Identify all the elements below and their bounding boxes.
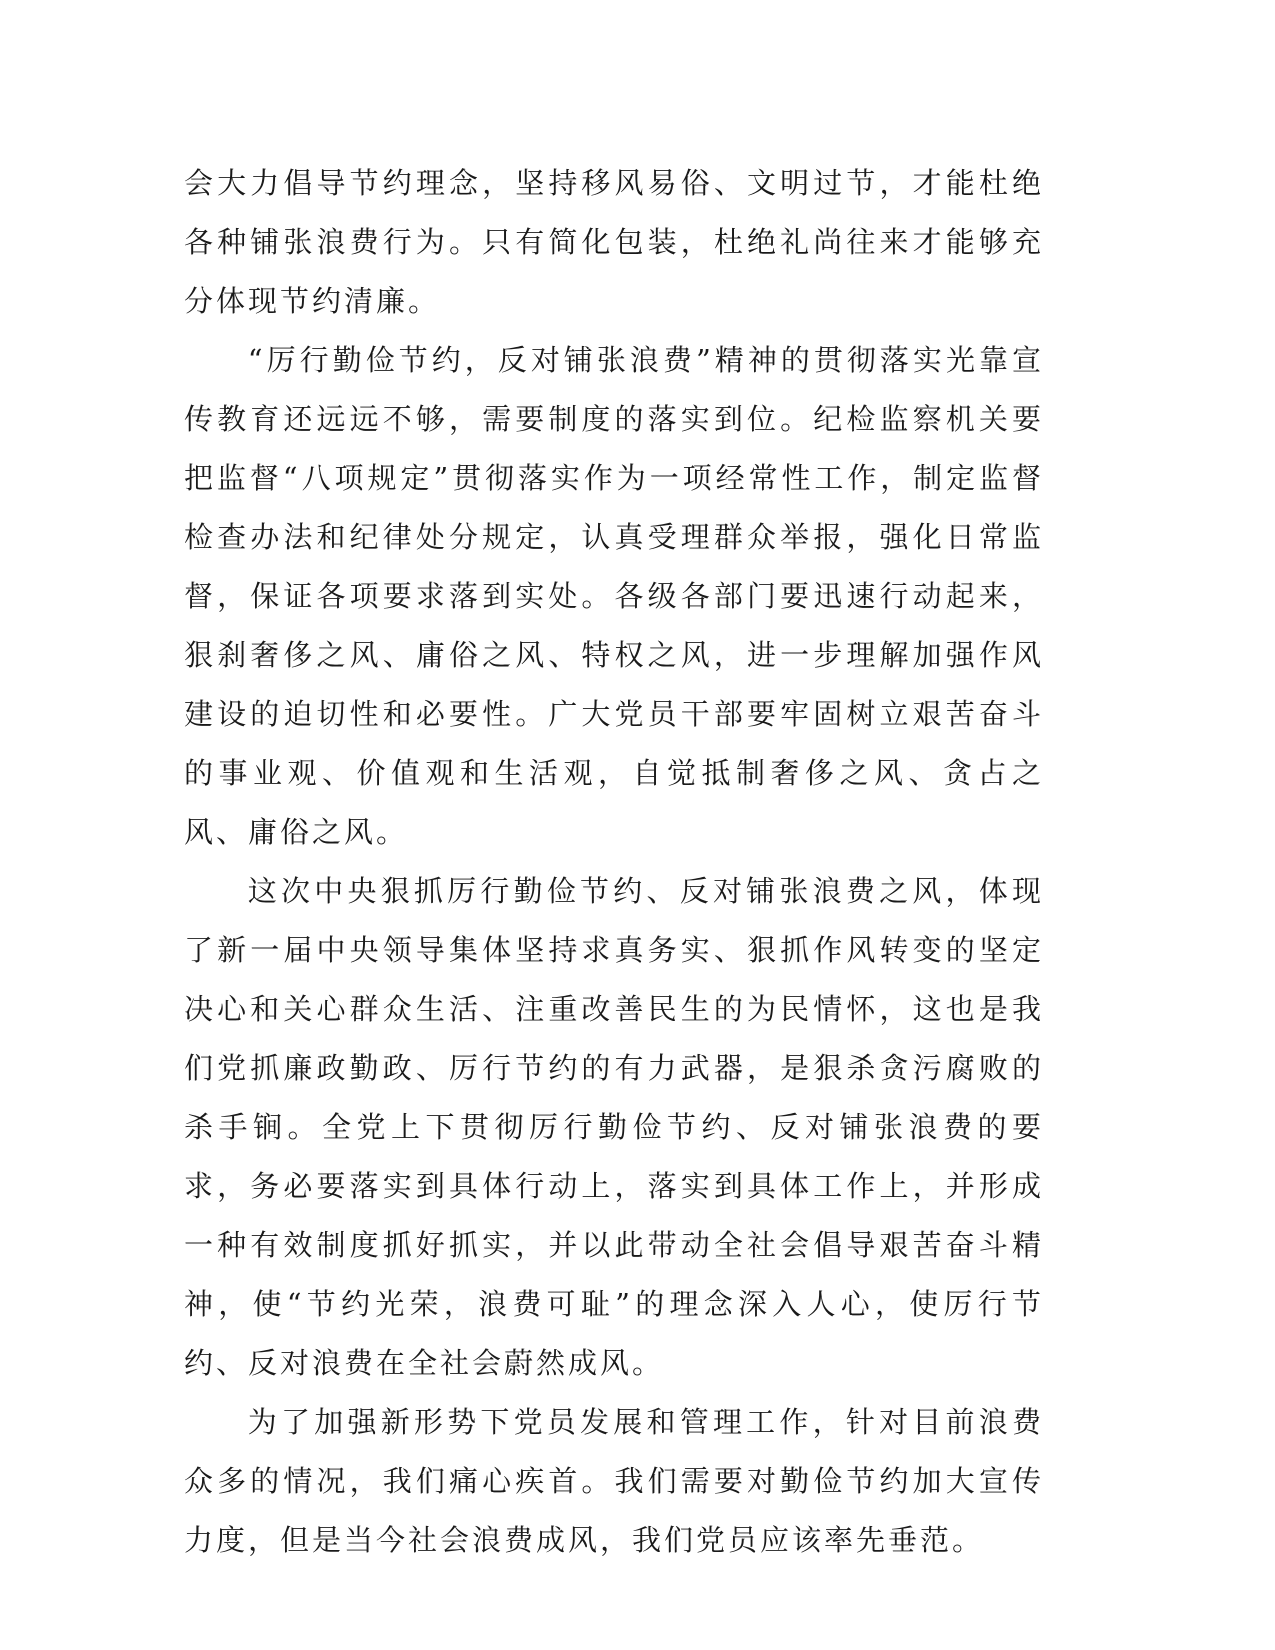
paragraph: 为了加强新形势下党员发展和管理工作，针对目前浪费众多的情况，我们痛心疾首。我们需要对勤俭节约加大宣传力度，但是当今社会浪费成风，我们党员应该率先垂范。	[184, 1405, 1044, 1557]
paragraph: 这次中央狠抓厉行勤俭节约、反对铺张浪费之风，体现了新一届中央领导集体坚持求真务实、狠抓作风转变的坚定决心和关心群众生活、注重改善民生的为民情怀，这也是我们党抓廉政勤政、厉行节约的有力武器，是狠杀贪污腐败的杀手锏。全党上下贯彻厉行勤俭节约、反对铺张浪费的要求，务必要落实到具体行动上，落实到具体工作上，并形成一种有效制度抓好抓实，并以此带动全社会倡导艰苦奋斗精神，使“节约光荣，浪费可耻”的理念深入人心，使厉行节约、反对浪费在全社会蔚然成风。	[184, 874, 1044, 1380]
paragraph-continued: 会大力倡导节约理念，坚持移风易俗、文明过节，才能杜绝各种铺张浪费行为。只有简化包装，杜绝礼尚往来才能够充分体现节约清廉。	[184, 166, 1044, 318]
paragraph: “厉行勤俭节约，反对铺张浪费”精神的贯彻落实光靠宣传教育还远远不够，需要制度的落实到位。纪检监察机关要把监督“八项规定”贯彻落实作为一项经常性工作，制定监督检查办法和纪律处分规定，认真受理群众举报，强化日常监督，保证各项要求落到实处。各级各部门要迅速行动起来，狠刹奢侈之风、庸俗之风、特权之风，进一步理解加强作风建设的迫切性和必要性。广大党员干部要牢固树立艰苦奋斗的事业观、价值观和生活观，自觉抵制奢侈之风、贪占之风、庸俗之风。	[184, 343, 1044, 849]
body-text	[184, 154, 1044, 1570]
